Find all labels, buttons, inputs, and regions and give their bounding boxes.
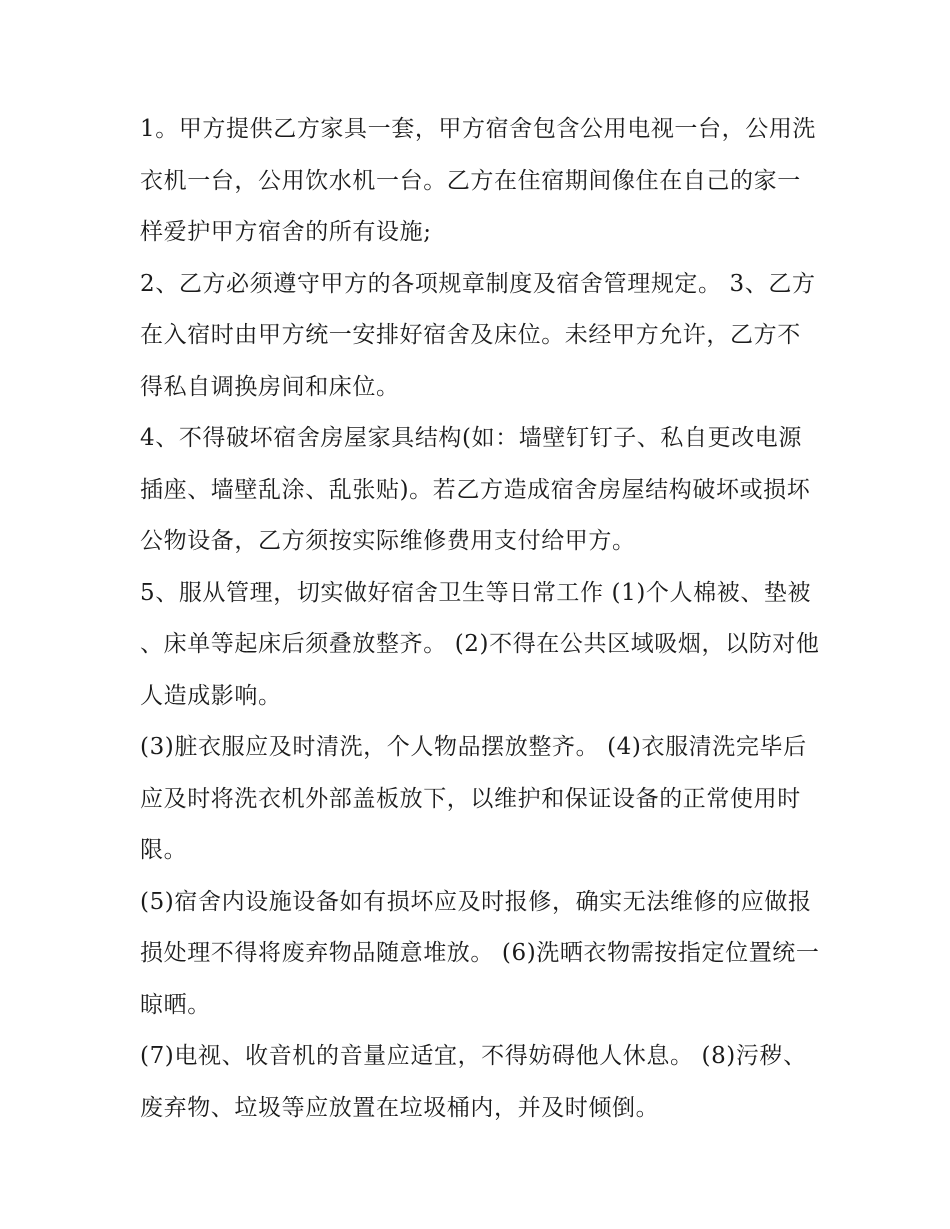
paragraph-4: 5、服从管理，切实做好宿舍卫生等日常工作 (1)个人棉被、垫被、床单等起床后须叠放整齐。 (2)不得在公共区域吸烟，以防对他人造成影响。 bbox=[140, 579, 820, 709]
document-body bbox=[140, 104, 820, 1134]
paragraph-7: (7)电视、收音机的音量应适宜，不得妨碍他人休息。 (8)污秽、废弃物、垃圾等应放置在垃圾桶内，并及时倾倒。 bbox=[140, 1043, 807, 1121]
paragraph-1: 1。甲方提供乙方家具一套，甲方宿舍包含公用电视一台，公用洗衣机一台，公用饮水机一台。乙方在住宿期间像住在自己的家一样爱护甲方宿舍的所有设施; bbox=[140, 116, 817, 245]
paragraph-2: 2、乙方必须遵守甲方的各项规章制度及宿舍管理规定。 3、乙方在入宿时由甲方统一安排好宿舍及床位。未经甲方允许，乙方不得私自调换房间和床位。 bbox=[140, 270, 816, 400]
paragraph-3: 4、不得破坏宿舍房屋家具结构(如：墙壁钉钉子、私自更改电源插座、墙壁乱涂、乱张贴)。若乙方造成宿舍房屋结构破坏或损坏公物设备，乙方须按实际维修费用支付给甲方。 bbox=[140, 425, 811, 554]
paragraph-6: (5)宿舍内设施设备如有损坏应及时报修，确实无法维修的应做报损处理不得将废弃物品随意堆放。 (6)洗晒衣物需按指定位置统一晾晒。 bbox=[140, 888, 820, 1018]
paragraph-5: (3)脏衣服应及时清洗，个人物品摆放整齐。 (4)衣服清洗完毕后应及时将洗衣机外部盖板放下，以维护和保证设备的正常使用时限。 bbox=[140, 734, 807, 863]
